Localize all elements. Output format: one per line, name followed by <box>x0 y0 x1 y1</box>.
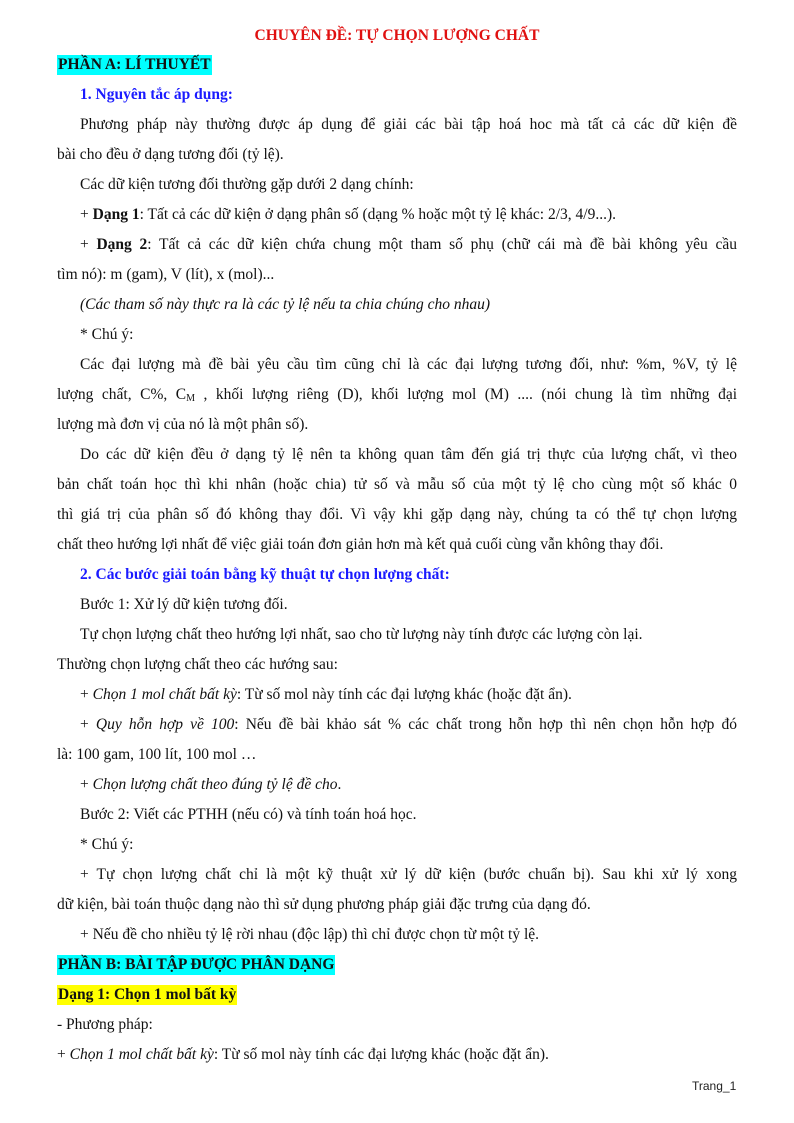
paragraph-4-line-4: chất theo hướng lợi nhất để việc giải toán đơn giản hơn mà kết quả cuối cùng vẫn không thay đổi. <box>57 536 664 553</box>
choice-2-line-2: là: 100 gam, 100 lít, 100 mol … <box>57 746 257 763</box>
type-1-heading <box>57 980 737 1010</box>
type-2-item-line-2: tìm nó): m (gam), V (lít), x (mol)... <box>57 266 275 283</box>
part-b-heading <box>57 950 737 980</box>
method-label: - Phương pháp: <box>57 1016 153 1033</box>
note-heading-2: * Chú ý: <box>80 836 134 853</box>
paragraph-2: Các dữ kiện tương đối thường gặp dưới 2 dạng chính: <box>80 176 414 193</box>
note-1-line-1: + Tự chọn lượng chất chỉ là một kỹ thuật xử lý dữ kiện (bước chuẩn bị). Sau khi xử lý xong <box>80 866 737 883</box>
type-2-item-line-1: + Dạng 2: Tất cả các dữ kiện chứa chung một tham số phụ (chữ cái mà đề bài không yêu cầu <box>80 236 737 253</box>
note-2: + Nếu đề cho nhiều tỷ lệ rời nhau (độc lập) thì chỉ được chọn từ một tỷ lệ. <box>80 926 540 943</box>
paragraph-4-line-1: Do các dữ kiện đều ở dạng tỷ lệ nên ta không quan tâm đến giá trị thực của lượng chất, vì theo <box>80 446 737 463</box>
type-1-item: + Dạng 1: Tất cả các dữ kiện ở dạng phân số (dạng % hoặc một tỷ lệ khác: 2/3, 4/9...). <box>80 206 617 223</box>
paragraph-3-line-1: Các đại lượng mà đề bài yêu cầu tìm cũng chỉ là các đại lượng tương đối, như: %m, %V, tỷ lệ <box>80 356 737 373</box>
paragraph-3-line-3: lượng mà đơn vị của nó là một phân số). <box>57 416 309 433</box>
italic-note: (Các tham số này thực ra là các tỷ lệ nếu ta chia chúng cho nhau) <box>80 296 491 313</box>
paragraph-1-line-2: bài cho đều ở dạng tương đối (tỷ lệ). <box>57 146 284 163</box>
paragraph-5-line-2: Thường chọn lượng chất theo các hướng sau: <box>57 656 338 673</box>
section-1-heading: 1. Nguyên tắc áp dụng: <box>80 86 233 103</box>
type-2-label: Dạng 2 <box>96 236 148 253</box>
part-b-label: PHẦN B: BÀI TẬP ĐƯỢC PHÂN DẠNG <box>58 956 335 973</box>
choice-3: + Chọn lượng chất theo đúng tỷ lệ đề cho. <box>80 776 342 793</box>
choice-2-line-1: + Quy hỗn hợp về 100: Nếu đề bài khảo sát % các chất trong hỗn hợp thì nên chọn hỗn hợp đó <box>80 716 737 733</box>
paragraph-4-line-3: thì giá trị của phân số đó không thay đổi. Vì vậy khi gặp dạng này, chúng ta có thể tự chọn lượng <box>57 506 737 523</box>
section-2-heading: 2. Các bước giải toán bằng kỹ thuật tự chọn lượng chất: <box>80 566 450 583</box>
note-heading-1: * Chú ý: <box>80 326 134 343</box>
step-1: Bước 1: Xử lý dữ kiện tương đối. <box>80 596 288 613</box>
part-a-label: PHẦN A: LÍ THUYẾT <box>58 56 211 73</box>
page-number: Trang_1 <box>692 1079 737 1093</box>
step-2: Bước 2: Viết các PTHH (nếu có) và tính toán hoá học. <box>80 806 417 823</box>
paragraph-5-line-1: Tự chọn lượng chất theo hướng lợi nhất, sao cho từ lượng này tính được các lượng còn lại. <box>80 626 643 643</box>
method-item: + Chọn 1 mol chất bất kỳ: Từ số mol này tính các đại lượng khác (hoặc đặt ẩn). <box>57 1046 549 1063</box>
document-page <box>57 22 737 1070</box>
paragraph-1-line-1: Phương pháp này thường được áp dụng để giải các bài tập hoá hoc mà tất cả các dữ kiện đề <box>80 116 737 133</box>
paragraph-3-line-2: lượng chất, C%, $C_M$ , khối lượng riêng (D), khối lượng mol (M) .... (nói chung là tìm những đại <box>57 386 737 404</box>
note-1-line-2: dữ kiện, bài toán thuộc dạng nào thì sử dụng phương pháp giải đặc trưng của dạng đó. <box>57 896 591 913</box>
paragraph-4-line-2: bản chất toán học thì khi nhân (hoặc chia) tử số và mẫu số của một tỷ lệ cho cùng một số khác 0 <box>57 476 737 493</box>
type-1-heading-label: Dạng 1: Chọn 1 mol bất kỳ <box>58 986 237 1003</box>
choice-1: + Chọn 1 mol chất bất kỳ: Từ số mol này tính các đại lượng khác (hoặc đặt ẩn). <box>80 686 572 703</box>
document-title: CHUYÊN ĐỀ: TỰ CHỌN LƯỢNG CHẤT <box>254 27 540 44</box>
part-a-heading <box>57 50 737 80</box>
type-1-label: Dạng 1 <box>92 206 140 223</box>
